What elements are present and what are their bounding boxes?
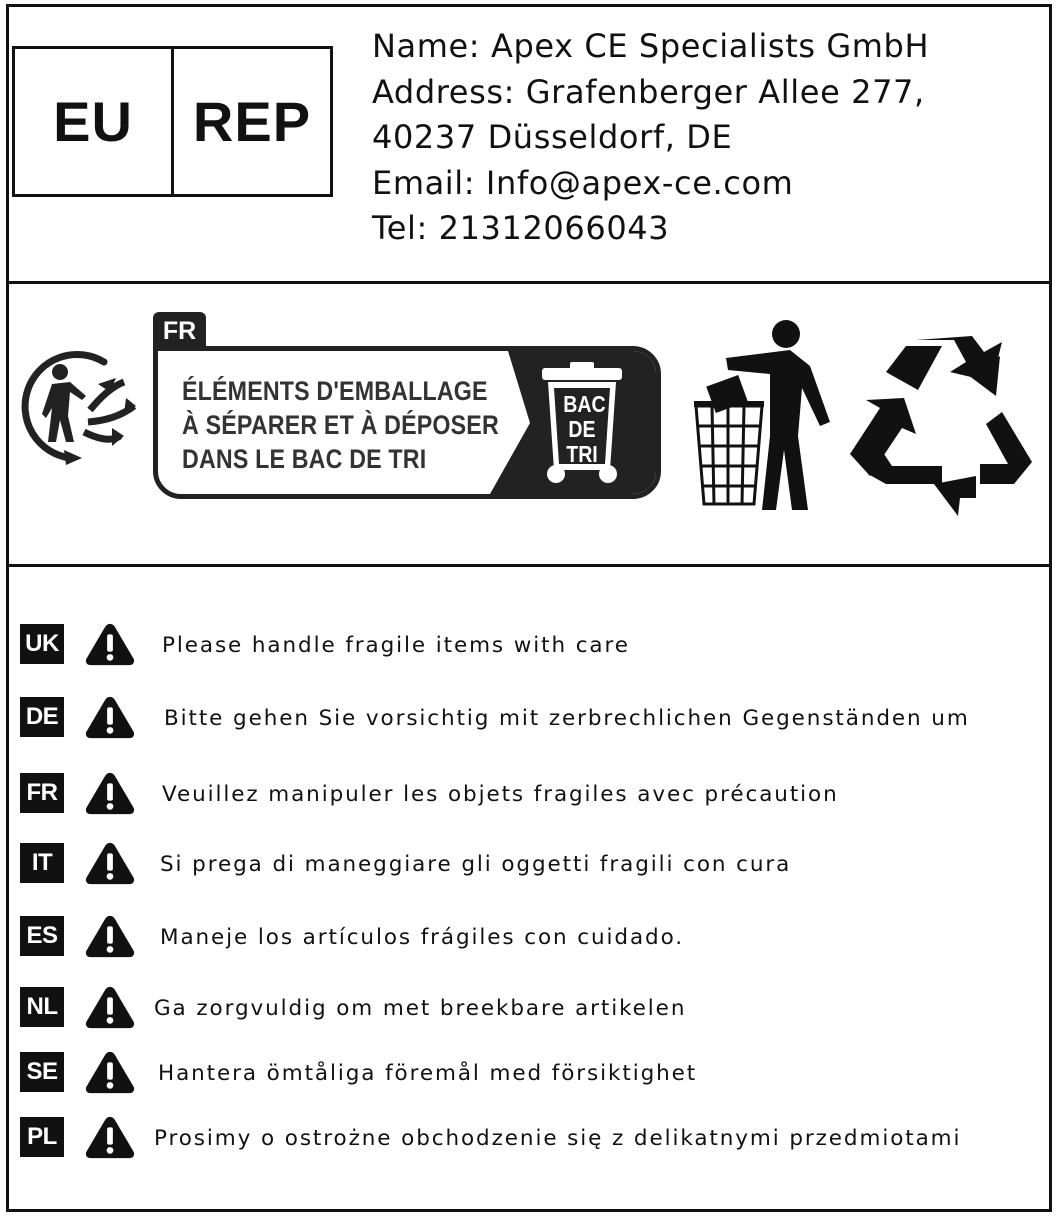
triman-line1: ÉLÉMENTS D'EMBALLAGE (182, 376, 488, 406)
contact-name: Name: Apex CE Specialists GmbH (372, 27, 930, 65)
contact-address-line2: 40237 Düsseldorf, DE (372, 118, 733, 156)
eu-rep-box (12, 46, 333, 197)
warning-icon (84, 913, 136, 959)
warning-icon (84, 621, 136, 667)
bin-label (563, 391, 606, 467)
warning-text: Bitte gehen Sie vorsichtig mit zerbrechlichen Gegenständen um (164, 706, 970, 731)
language-badge: PL (20, 1117, 64, 1157)
language-badge: SE (20, 1052, 64, 1092)
triman-line3: DANS LE BAC DE TRI (182, 444, 427, 474)
language-badge: ES (20, 916, 64, 956)
triman-icon (12, 344, 138, 466)
warning-text: Prosimy o ostrożne obchodzenie się z delikatnymi przedmiotami (154, 1126, 962, 1151)
bin-label-line3: TRI (566, 441, 598, 467)
language-badge: FR (20, 773, 64, 813)
warning-text: Please handle fragile items with care (162, 633, 630, 658)
triman-text (182, 374, 499, 476)
divider (6, 564, 1052, 567)
warning-icon (84, 1114, 136, 1160)
language-badge: UK (20, 624, 64, 664)
warning-text: Maneje los artículos frágiles con cuidado. (160, 925, 684, 950)
warning-icon (84, 770, 136, 816)
bin-label-line1: BAC (563, 391, 606, 417)
warning-text: Ga zorgvuldig om met breekbare artikelen (154, 996, 687, 1021)
warning-text: Si prega di maneggiare gli oggetti fragili con cura (160, 852, 792, 877)
contact-tel: Tel: 21312066043 (372, 209, 670, 247)
contact-block (372, 24, 929, 252)
warning-icon (84, 840, 136, 886)
contact-email: Email: Info@apex-ce.com (372, 163, 794, 202)
warning-text: Hantera ömtåliga föremål med försiktighet (158, 1061, 698, 1086)
warning-icon (84, 984, 136, 1030)
language-badge: DE (20, 697, 64, 737)
eu-rep-right: REP (171, 49, 330, 194)
tidyman-icon (692, 318, 836, 512)
bin-label-line2: DE (568, 416, 596, 442)
recycle-icon (846, 336, 1032, 516)
warning-icon (84, 1049, 136, 1095)
triman-line2: À SÉPARER ET À DÉPOSER (182, 410, 499, 440)
warning-icon (84, 694, 136, 740)
divider (6, 281, 1052, 284)
eu-rep-left: EU (53, 90, 133, 153)
triman-country-tab: FR (153, 312, 206, 350)
language-badge: NL (20, 987, 64, 1027)
contact-address-line1: Address: Grafenberger Allee 277, (372, 72, 925, 111)
language-badge: IT (20, 843, 64, 883)
warning-text: Veuillez manipuler les objets fragiles avec précaution (162, 782, 839, 807)
